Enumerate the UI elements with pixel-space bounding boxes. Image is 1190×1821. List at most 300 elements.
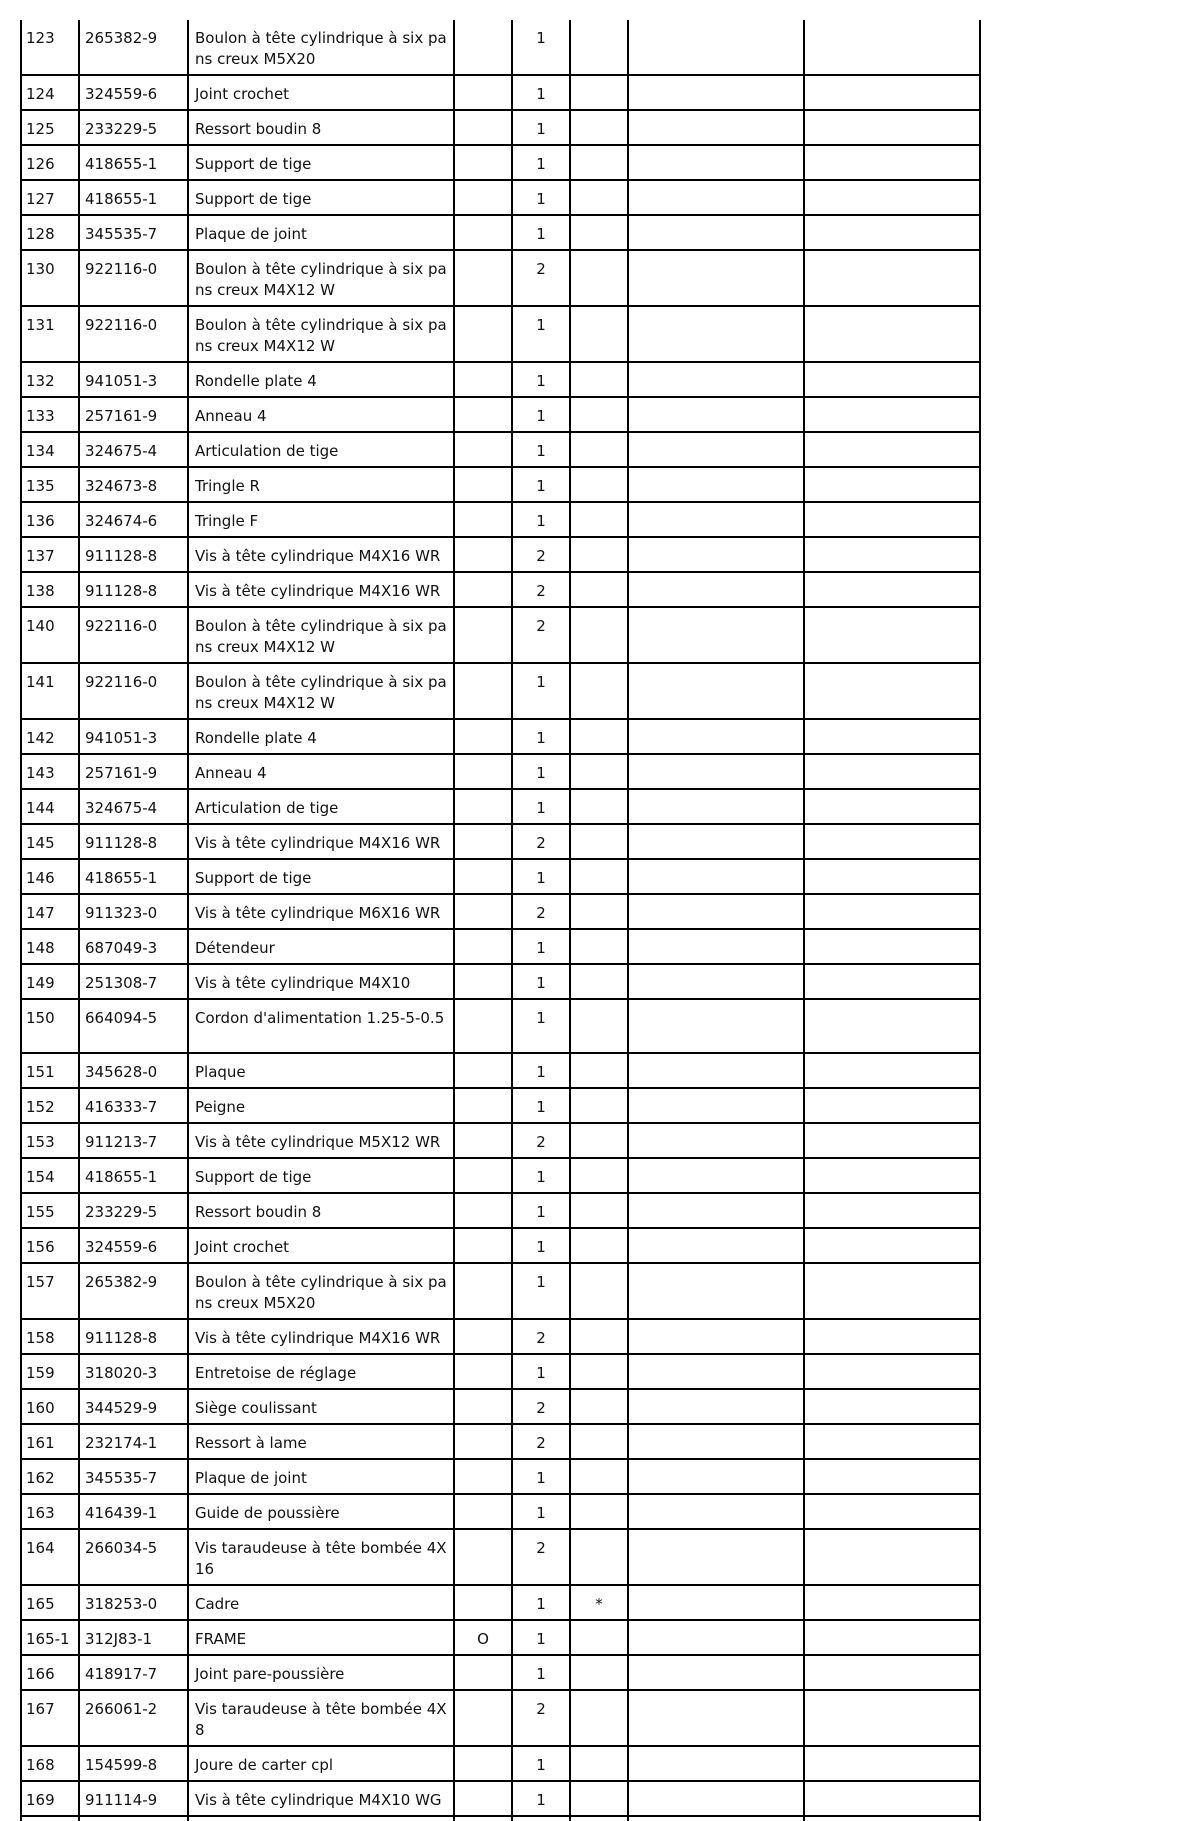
note-mark-cell <box>570 537 628 572</box>
part-number-cell: 418655-1 <box>79 1158 188 1193</box>
option-mark-cell <box>454 894 512 929</box>
quantity-cell: 1 <box>512 1459 570 1494</box>
table-row <box>21 502 980 537</box>
part-description-cell: Cadre <box>188 1585 454 1620</box>
part-description-cell: Vis à tête cylindrique M4X16 WR <box>188 537 454 572</box>
empty-cell <box>804 964 980 999</box>
table-row <box>21 1746 980 1781</box>
option-mark-cell: O <box>454 1620 512 1655</box>
option-mark-cell <box>454 1424 512 1459</box>
empty-cell <box>628 1459 804 1494</box>
item-number-cell: 144 <box>21 789 79 824</box>
item-number-cell: 165 <box>21 1585 79 1620</box>
empty-cell <box>628 1228 804 1263</box>
note-mark-cell <box>570 824 628 859</box>
note-mark-cell <box>570 607 628 663</box>
quantity-cell: 2 <box>512 1319 570 1354</box>
quantity-cell: 1 <box>512 145 570 180</box>
quantity-cell: 1 <box>512 306 570 362</box>
table-row <box>21 894 980 929</box>
table-row <box>21 789 980 824</box>
empty-cell <box>628 1494 804 1529</box>
option-mark-cell <box>454 180 512 215</box>
item-number-cell: 135 <box>21 467 79 502</box>
option-mark-cell <box>454 1354 512 1389</box>
part-number-cell: 318253-0 <box>79 1585 188 1620</box>
part-number-cell: 266061-2 <box>79 1690 188 1746</box>
empty-cell <box>628 1781 804 1816</box>
empty-cell <box>628 180 804 215</box>
table-row <box>21 1529 980 1585</box>
item-number-cell: 152 <box>21 1088 79 1123</box>
part-description-cell: Joint pare-poussière <box>188 1655 454 1690</box>
table-row <box>21 1389 980 1424</box>
note-mark-cell <box>570 859 628 894</box>
quantity-cell: 1 <box>512 362 570 397</box>
empty-cell <box>804 754 980 789</box>
note-mark-cell <box>570 110 628 145</box>
empty-cell <box>628 306 804 362</box>
empty-cell <box>804 75 980 110</box>
empty-cell <box>512 1816 570 1821</box>
note-mark-cell <box>570 1228 628 1263</box>
table-row <box>21 145 980 180</box>
table-row <box>21 663 980 719</box>
item-number-cell: 168 <box>21 1746 79 1781</box>
item-number-cell: 137 <box>21 537 79 572</box>
part-description-cell: Joure de carter cpl <box>188 1746 454 1781</box>
option-mark-cell <box>454 1459 512 1494</box>
table-row <box>21 1354 980 1389</box>
note-mark-cell <box>570 1193 628 1228</box>
empty-cell <box>628 1746 804 1781</box>
item-number-cell: 140 <box>21 607 79 663</box>
option-mark-cell <box>454 362 512 397</box>
part-description-cell: Anneau 4 <box>188 397 454 432</box>
note-mark-cell <box>570 1746 628 1781</box>
empty-cell <box>804 1781 980 1816</box>
empty-cell <box>628 1158 804 1193</box>
option-mark-cell <box>454 607 512 663</box>
option-mark-cell <box>454 1585 512 1620</box>
part-number-cell: 416333-7 <box>79 1088 188 1123</box>
empty-cell <box>628 754 804 789</box>
empty-cell <box>628 1585 804 1620</box>
option-mark-cell <box>454 1781 512 1816</box>
option-mark-cell <box>454 1123 512 1158</box>
part-description-cell: Vis taraudeuse à tête bombée 4X8 <box>188 1690 454 1746</box>
item-number-cell: 123 <box>21 20 79 75</box>
table-row <box>21 1123 980 1158</box>
empty-cell <box>628 1389 804 1424</box>
note-mark-cell <box>570 1088 628 1123</box>
item-number-cell: 130 <box>21 250 79 306</box>
option-mark-cell <box>454 110 512 145</box>
option-mark-cell <box>454 1158 512 1193</box>
quantity-cell: 1 <box>512 20 570 75</box>
note-mark-cell <box>570 215 628 250</box>
empty-cell <box>804 1816 980 1821</box>
part-description-cell: Joint crochet <box>188 75 454 110</box>
part-number-cell: 345628-0 <box>79 1053 188 1088</box>
empty-cell <box>804 1389 980 1424</box>
empty-cell <box>804 1088 980 1123</box>
empty-cell <box>804 1655 980 1690</box>
part-number-cell: 664094-5 <box>79 999 188 1053</box>
part-description-cell: Plaque de joint <box>188 1459 454 1494</box>
empty-cell <box>804 1746 980 1781</box>
option-mark-cell <box>454 1088 512 1123</box>
quantity-cell: 1 <box>512 1746 570 1781</box>
option-mark-cell <box>454 999 512 1053</box>
item-number-cell: 159 <box>21 1354 79 1389</box>
item-number-cell: 162 <box>21 1459 79 1494</box>
table-row <box>21 1088 980 1123</box>
option-mark-cell <box>454 1053 512 1088</box>
item-number-cell: 160 <box>21 1389 79 1424</box>
part-number-cell: 324559-6 <box>79 75 188 110</box>
item-number-cell: 136 <box>21 502 79 537</box>
empty-cell <box>804 362 980 397</box>
item-number-cell: 134 <box>21 432 79 467</box>
part-description-cell: Siège coulissant <box>188 1389 454 1424</box>
part-description-cell: Vis à tête cylindrique M4X10 <box>188 964 454 999</box>
part-number-cell: 911128-8 <box>79 572 188 607</box>
item-number-cell: 125 <box>21 110 79 145</box>
empty-cell <box>628 1123 804 1158</box>
part-description-cell: Vis à tête cylindrique M4X16 WR <box>188 824 454 859</box>
quantity-cell: 1 <box>512 1193 570 1228</box>
note-mark-cell <box>570 754 628 789</box>
table-row <box>21 1158 980 1193</box>
empty-cell <box>628 432 804 467</box>
quantity-cell: 1 <box>512 75 570 110</box>
part-number-cell: 324674-6 <box>79 502 188 537</box>
empty-cell <box>628 859 804 894</box>
quantity-cell: 2 <box>512 572 570 607</box>
table-row <box>21 1459 980 1494</box>
part-number-cell: 911128-8 <box>79 537 188 572</box>
empty-cell <box>628 1354 804 1389</box>
empty-cell <box>804 1319 980 1354</box>
part-number-cell: 922116-0 <box>79 250 188 306</box>
note-mark-cell <box>570 362 628 397</box>
table-row <box>21 180 980 215</box>
part-description-cell: Détendeur <box>188 929 454 964</box>
empty-cell <box>804 250 980 306</box>
quantity-cell: 2 <box>512 250 570 306</box>
empty-cell <box>804 1424 980 1459</box>
empty-cell <box>804 1529 980 1585</box>
empty-cell <box>804 20 980 75</box>
empty-cell <box>628 110 804 145</box>
table-row <box>21 1690 980 1746</box>
quantity-cell: 1 <box>512 789 570 824</box>
empty-cell <box>628 362 804 397</box>
note-mark-cell <box>570 1459 628 1494</box>
note-mark-cell <box>570 20 628 75</box>
note-mark-cell <box>570 572 628 607</box>
option-mark-cell <box>454 1319 512 1354</box>
empty-cell <box>628 894 804 929</box>
part-description-cell: Boulon à tête cylindrique à six pans creux M4X12 W <box>188 250 454 306</box>
empty-cell <box>628 145 804 180</box>
empty-cell <box>804 1494 980 1529</box>
empty-cell <box>628 1620 804 1655</box>
empty-cell <box>570 1816 628 1821</box>
option-mark-cell <box>454 572 512 607</box>
note-mark-cell <box>570 1053 628 1088</box>
item-number-cell: 163 <box>21 1494 79 1529</box>
note-mark-cell <box>570 663 628 719</box>
option-mark-cell <box>454 1655 512 1690</box>
option-mark-cell <box>454 75 512 110</box>
table-row <box>21 1424 980 1459</box>
empty-cell <box>804 215 980 250</box>
part-description-cell: Tringle F <box>188 502 454 537</box>
option-mark-cell <box>454 432 512 467</box>
part-number-cell: 251308-7 <box>79 964 188 999</box>
part-number-cell: 257161-9 <box>79 397 188 432</box>
table-row <box>21 999 980 1053</box>
table-row <box>21 1585 980 1620</box>
empty-cell <box>628 75 804 110</box>
item-number-cell: 161 <box>21 1424 79 1459</box>
option-mark-cell <box>454 1228 512 1263</box>
option-mark-cell <box>454 663 512 719</box>
note-mark-cell <box>570 1158 628 1193</box>
item-number-cell: 124 <box>21 75 79 110</box>
table-row <box>21 1781 980 1816</box>
option-mark-cell <box>454 789 512 824</box>
table-row <box>21 110 980 145</box>
table-row <box>21 75 980 110</box>
empty-cell <box>188 1816 454 1821</box>
table-row-continuation <box>21 1816 980 1821</box>
empty-cell <box>804 1123 980 1158</box>
part-description-cell: Plaque <box>188 1053 454 1088</box>
empty-cell <box>628 607 804 663</box>
empty-cell <box>628 1424 804 1459</box>
item-number-cell: 151 <box>21 1053 79 1088</box>
empty-cell <box>804 859 980 894</box>
empty-cell <box>628 1263 804 1319</box>
note-mark-cell <box>570 719 628 754</box>
option-mark-cell <box>454 1263 512 1319</box>
table-row <box>21 250 980 306</box>
quantity-cell: 1 <box>512 1655 570 1690</box>
empty-cell <box>628 824 804 859</box>
item-number-cell: 167 <box>21 1690 79 1746</box>
part-description-cell: Vis à tête cylindrique M4X16 WR <box>188 1319 454 1354</box>
item-number-cell: 150 <box>21 999 79 1053</box>
part-number-cell: 941051-3 <box>79 362 188 397</box>
quantity-cell: 1 <box>512 1228 570 1263</box>
note-mark-cell <box>570 1123 628 1158</box>
table-row <box>21 824 980 859</box>
quantity-cell: 1 <box>512 754 570 789</box>
empty-cell <box>79 1816 188 1821</box>
item-number-cell: 128 <box>21 215 79 250</box>
part-number-cell: 922116-0 <box>79 306 188 362</box>
part-description-cell: Tringle R <box>188 467 454 502</box>
part-description-cell: Rondelle plate 4 <box>188 719 454 754</box>
item-number-cell: 169 <box>21 1781 79 1816</box>
note-mark-cell <box>570 432 628 467</box>
quantity-cell: 1 <box>512 1494 570 1529</box>
empty-cell <box>454 1816 512 1821</box>
part-description-cell: Support de tige <box>188 145 454 180</box>
item-number-cell: 166 <box>21 1655 79 1690</box>
option-mark-cell <box>454 306 512 362</box>
empty-cell <box>628 1690 804 1746</box>
empty-cell <box>628 467 804 502</box>
table-row <box>21 1193 980 1228</box>
empty-cell <box>628 1319 804 1354</box>
part-description-cell: Articulation de tige <box>188 789 454 824</box>
empty-cell <box>804 306 980 362</box>
note-mark-cell <box>570 1690 628 1746</box>
empty-cell <box>804 537 980 572</box>
empty-cell <box>628 663 804 719</box>
empty-cell <box>804 1158 980 1193</box>
empty-cell <box>628 929 804 964</box>
empty-cell <box>804 110 980 145</box>
empty-cell <box>804 502 980 537</box>
option-mark-cell <box>454 20 512 75</box>
part-number-cell: 922116-0 <box>79 663 188 719</box>
part-number-cell: 154599-8 <box>79 1746 188 1781</box>
part-description-cell: Anneau 4 <box>188 754 454 789</box>
quantity-cell: 2 <box>512 1424 570 1459</box>
quantity-cell: 1 <box>512 215 570 250</box>
part-description-cell: FRAME <box>188 1620 454 1655</box>
table-row <box>21 1655 980 1690</box>
item-number-cell: 133 <box>21 397 79 432</box>
note-mark-cell <box>570 1424 628 1459</box>
part-number-cell: 324559-6 <box>79 1228 188 1263</box>
option-mark-cell <box>454 397 512 432</box>
empty-cell <box>804 1620 980 1655</box>
note-mark-cell <box>570 306 628 362</box>
option-mark-cell <box>454 929 512 964</box>
note-mark-cell <box>570 1529 628 1585</box>
empty-cell <box>628 789 804 824</box>
part-number-cell: 418655-1 <box>79 145 188 180</box>
quantity-cell: 2 <box>512 537 570 572</box>
item-number-cell: 156 <box>21 1228 79 1263</box>
part-description-cell: Vis à tête cylindrique M4X10 WG <box>188 1781 454 1816</box>
part-description-cell: Cordon d'alimentation 1.25-5-0.5 <box>188 999 454 1053</box>
option-mark-cell <box>454 859 512 894</box>
empty-cell <box>804 1585 980 1620</box>
part-number-cell: 911114-9 <box>79 1781 188 1816</box>
note-mark-cell <box>570 1781 628 1816</box>
option-mark-cell <box>454 145 512 180</box>
item-number-cell: 155 <box>21 1193 79 1228</box>
empty-cell <box>628 502 804 537</box>
option-mark-cell <box>454 537 512 572</box>
item-number-cell: 132 <box>21 362 79 397</box>
quantity-cell: 1 <box>512 964 570 999</box>
note-mark-cell <box>570 250 628 306</box>
item-number-cell: 126 <box>21 145 79 180</box>
table-row <box>21 1228 980 1263</box>
part-description-cell: Boulon à tête cylindrique à six pans creux M5X20 <box>188 20 454 75</box>
table-row <box>21 964 980 999</box>
empty-cell <box>628 1193 804 1228</box>
table-row <box>21 537 980 572</box>
part-description-cell: Vis à tête cylindrique M5X12 WR <box>188 1123 454 1158</box>
note-mark-cell <box>570 1389 628 1424</box>
quantity-cell: 1 <box>512 397 570 432</box>
table-row <box>21 20 980 75</box>
option-mark-cell <box>454 467 512 502</box>
item-number-cell: 143 <box>21 754 79 789</box>
part-description-cell: Vis taraudeuse à tête bombée 4X16 <box>188 1529 454 1585</box>
table-row <box>21 1263 980 1319</box>
part-number-cell: 416439-1 <box>79 1494 188 1529</box>
item-number-cell: 149 <box>21 964 79 999</box>
note-mark-cell <box>570 1319 628 1354</box>
quantity-cell: 1 <box>512 1053 570 1088</box>
quantity-cell: 1 <box>512 999 570 1053</box>
empty-cell <box>628 1816 804 1821</box>
option-mark-cell <box>454 215 512 250</box>
part-number-cell: 941051-3 <box>79 719 188 754</box>
part-description-cell: Rondelle plate 4 <box>188 362 454 397</box>
empty-cell <box>628 964 804 999</box>
empty-cell <box>804 894 980 929</box>
empty-cell <box>628 1529 804 1585</box>
empty-cell <box>804 1053 980 1088</box>
item-number-cell: 164 <box>21 1529 79 1585</box>
part-description-cell: Boulon à tête cylindrique à six pans creux M5X20 <box>188 1263 454 1319</box>
table-row <box>21 1620 980 1655</box>
table-row <box>21 754 980 789</box>
note-mark-cell <box>570 894 628 929</box>
part-number-cell: 233229-5 <box>79 1193 188 1228</box>
table-row <box>21 607 980 663</box>
part-description-cell: Articulation de tige <box>188 432 454 467</box>
note-mark-cell <box>570 1263 628 1319</box>
quantity-cell: 2 <box>512 1123 570 1158</box>
item-number-cell: 131 <box>21 306 79 362</box>
empty-cell <box>804 663 980 719</box>
quantity-cell: 1 <box>512 1585 570 1620</box>
part-description-cell: Joint crochet <box>188 1228 454 1263</box>
part-number-cell: 911128-8 <box>79 1319 188 1354</box>
item-number-cell: 138 <box>21 572 79 607</box>
empty-cell <box>628 397 804 432</box>
part-number-cell: 345535-7 <box>79 1459 188 1494</box>
quantity-cell: 2 <box>512 894 570 929</box>
note-mark-cell <box>570 789 628 824</box>
part-description-cell: Vis à tête cylindrique M6X16 WR <box>188 894 454 929</box>
note-mark-cell <box>570 1494 628 1529</box>
empty-cell <box>804 145 980 180</box>
empty-cell <box>804 789 980 824</box>
note-mark-cell <box>570 75 628 110</box>
part-description-cell: Boulon à tête cylindrique à six pans creux M4X12 W <box>188 306 454 362</box>
note-mark-cell <box>570 964 628 999</box>
quantity-cell: 1 <box>512 663 570 719</box>
part-number-cell: 266034-5 <box>79 1529 188 1585</box>
part-number-cell: 345535-7 <box>79 215 188 250</box>
part-number-cell: 418917-7 <box>79 1655 188 1690</box>
note-mark-cell <box>570 502 628 537</box>
empty-cell <box>628 719 804 754</box>
